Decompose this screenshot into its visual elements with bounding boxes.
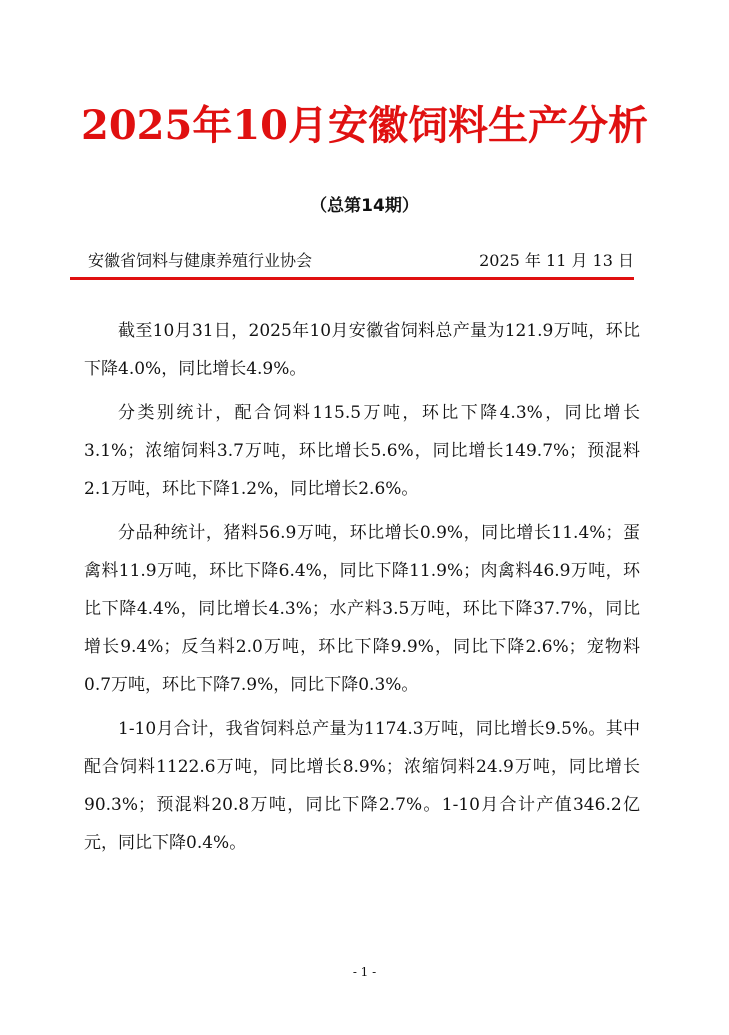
paragraph-summary: 截至10月31日，2025年10月安徽省饲料总产量为121.9万吨，环比下降4.0%，同比增长4.9%。: [84, 321, 640, 379]
paragraph-by-category: 分类别统计，配合饲料115.5万吨，环比下降4.3%，同比增长3.1%；浓缩饲料3.7万吨，环比增长5.6%，同比增长149.7%；预混料2.1万吨，环比下降1.2%，同比增长2.6%。: [84, 403, 640, 499]
paragraph-cumulative: 1-10月合计，我省饲料总产量为1174.3万吨，同比增长9.5%。其中配合饲料1122.6万吨，同比增长8.9%；浓缩饲料24.9万吨，同比增长90.3%；预混料20.8万吨，同比下降2.7%。1-10月合计产值346.2亿元，同比下降0.4%。: [84, 719, 640, 853]
organization-name: 安徽省饲料与健康养殖行业协会: [88, 251, 313, 270]
issue-number: （总第14期）: [310, 196, 419, 216]
page-number: - 1 -: [352, 965, 377, 979]
header-row: [88, 249, 634, 273]
document-body: [84, 312, 640, 868]
publish-date: 2025 年 11 月 13 日: [479, 251, 634, 270]
header-divider: [70, 277, 634, 280]
document-title: 2025年10月安徽饲料生产分析: [81, 102, 648, 149]
paragraph-by-variety: 分品种统计，猪料56.9万吨，环比增长0.9%，同比增长11.4%；蛋禽料11.9万吨，环比下降6.4%，同比下降11.9%；肉禽料46.9万吨，环比下降4.4%，同比增长4.3%；水产料3.5万吨，环比下降37.7%，同比增长9.4%；反刍料2.0万吨，环比下降9.9%，同比下降2.6%；宠物料0.7万吨，环比下降7.9%，同比下降0.3%。: [84, 523, 640, 695]
